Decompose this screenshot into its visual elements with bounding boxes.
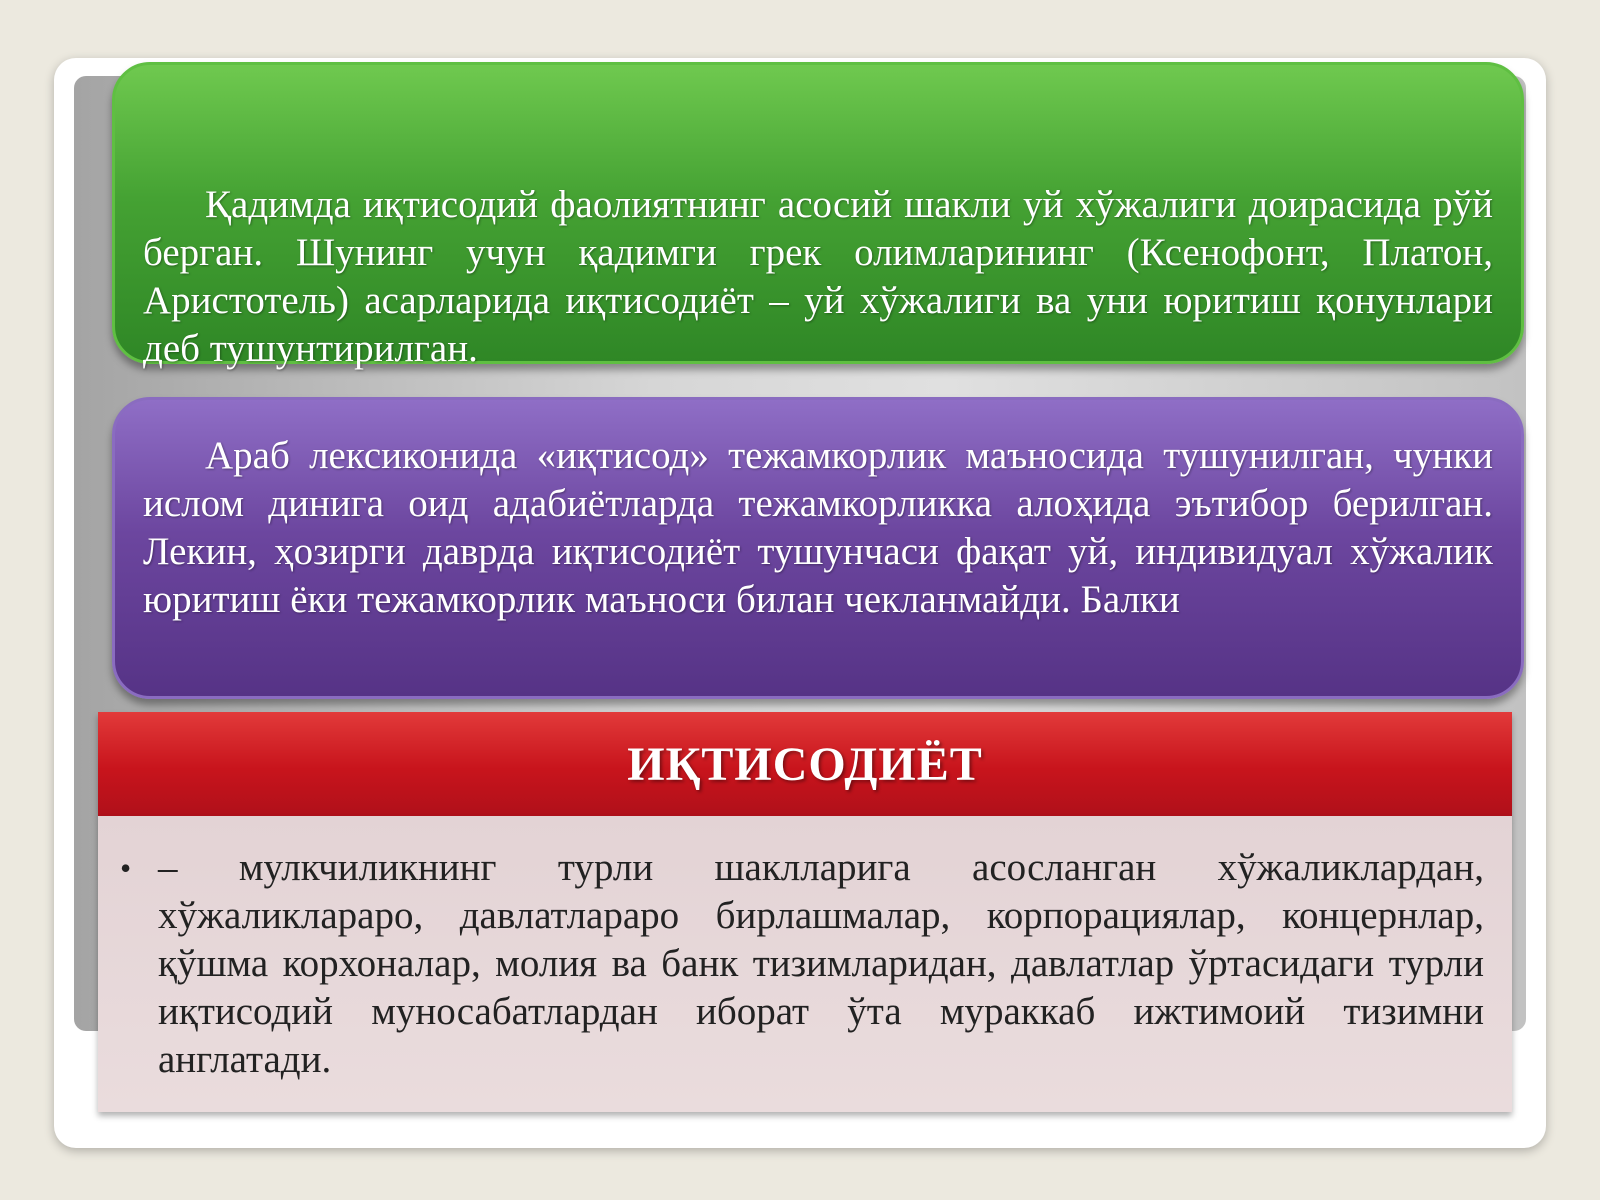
arab-lexicon-text: Араб лексиконида «иқтисод» тежамкорлик маъносида тушунилган, чунки ислом динига оид адабиётларда тежамкорликка алоҳида эътибор берилган. Лекин, ҳозирги даврда иқтисодиёт тушунчаси фақат уй, индивидуал хўжалик юритиш ёки тежамкорлик маъноси билан чекланмайди. Балки <box>143 434 1493 621</box>
ancient-economy-text: Қадимда иқтисодий фаолиятнинг асосий шакли уй хўжалиги доирасида рўй берган. Шунинг учун қадимги грек олимларининг (Ксенофонт, Платон, Аристотель) асарларида иқтисодиёт – уй хўжалиги ва уни юритиш қонунлари деб тушунтирилган. <box>143 183 1493 370</box>
arab-lexicon-box <box>112 397 1524 699</box>
ancient-economy-box <box>112 62 1524 370</box>
definition-bullet-item <box>120 844 1484 1084</box>
bullet-icon: • <box>120 850 132 886</box>
definition-header <box>98 712 1512 816</box>
definition-text: – мулкчиликнинг турли шаклларига асосланган хўжаликлардан, хўжаликлараро, давлатлараро бирлашмалар, корпорациялар, концернлар, қўшма корхоналар, молия ва банк тизимларидан, давлатлар ўртасидаги турли иқтисодий муносабатлардан иборат ўта мураккаб ижтимоий тизимни англатади. <box>158 846 1484 1081</box>
definition-title: ИҚТИСОДИЁТ <box>627 737 983 791</box>
definition-body <box>98 816 1512 1112</box>
